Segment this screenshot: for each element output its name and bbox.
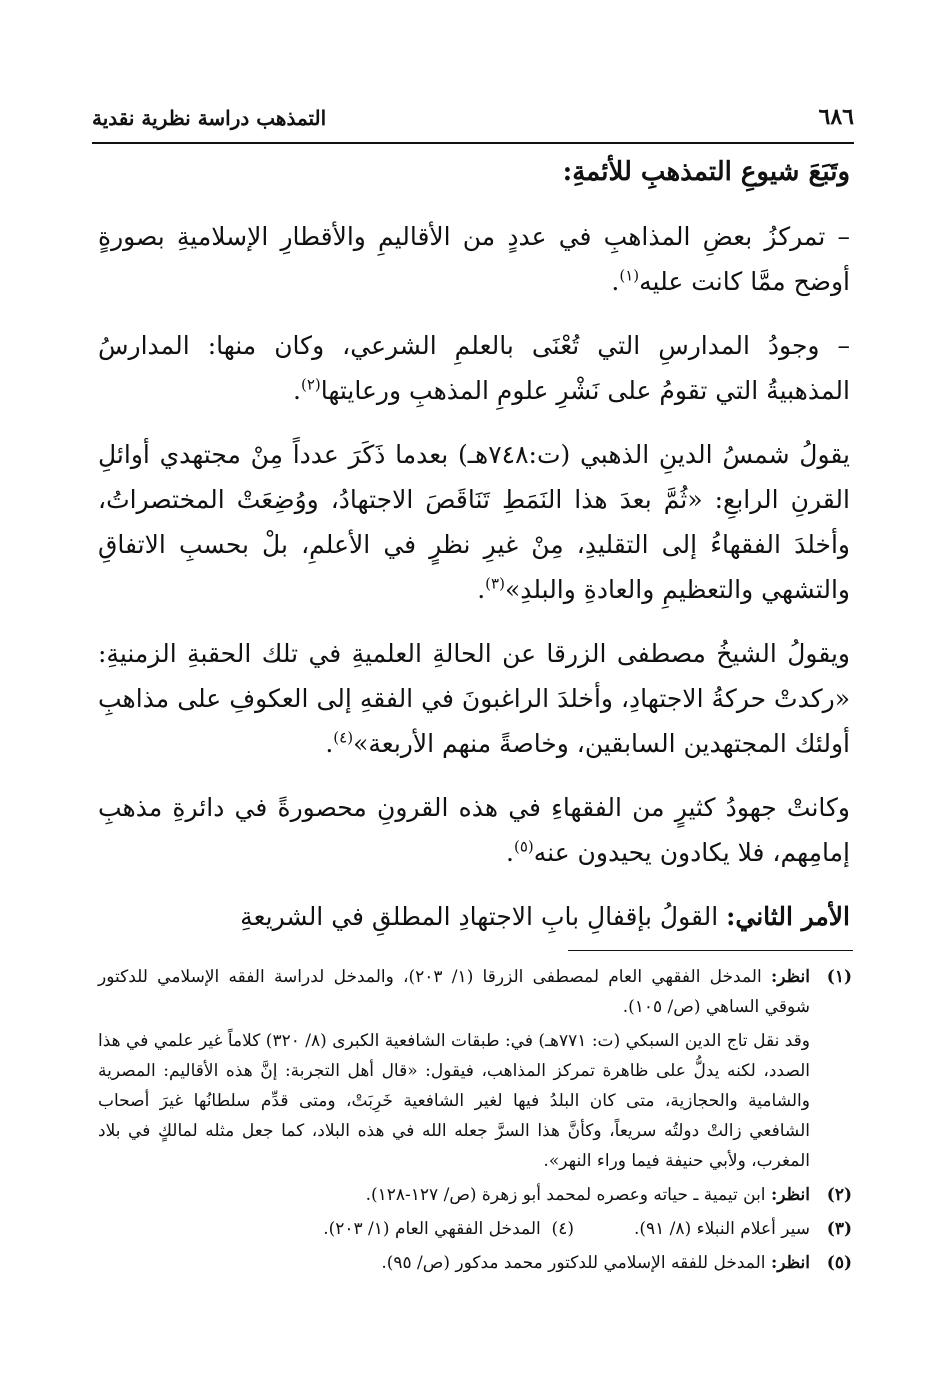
footnote-4: (٤) المدخل الفقهي العام (١/ ٢٠٣). xyxy=(323,1219,574,1239)
footnote-ref-5: (٥) xyxy=(513,837,534,856)
footnote-ref-2: (٢) xyxy=(300,375,321,394)
page-number: ٦٨٦ xyxy=(818,104,854,130)
footnotes xyxy=(98,962,852,1282)
paragraph-3: يقولُ شمسُ الدينِ الذهبي (ت:٧٤٨هـ) بعدما ذَكَرَ عدداً مِنْ مجتهدي أوائلِ القرنِ الرابعِ: «ثُمَّ بعدَ هذا النَمَطِ تَنَاقَصَ الاجتهادُ، ووُضِعَتْ المختصراتُ، وأخلدَ الفقهاءُ إلى التقليدِ، مِنْ غيرِ نظرٍ في الأعلمِ، بلْ بحسبِ الاتفاقِ والتشهي والتعظيمِ والعادةِ والبلدِ»$^{(٣)}$. xyxy=(98,440,850,604)
footnote-2: (٢) انظر: ابن تيمية ـ حياته وعصره لمحمد أبو زهرة (ص/ ١٢٧-١٢٨). xyxy=(365,1185,852,1205)
footnote-1-continued: وقد نقل تاج الدين السبكي (ت: ٧٧١هـ) في: طبقات الشافعية الكبرى (٨/ ٣٢٠) كلاماً غير علمي في هذا الصدد، لكنه يدلُّ على ظاهرة تمركز المذاهب، فيقول: «قال أهل التجربة: إنَّ هذه الأقاليم: المصرية والشامية والحجازية، متى كان البلدُ فيها لغير الشافعية خَرِبَتْ، ومتى قدِّم سلطانُها غيرَ أصحاب الشافعي زالتْ دولتُه سريعاً، وكأنَّ هذا السرَّ جعله الله في هذه البلاد، كما جعل مثله لمالكٍ في بلاد المغرب، ولأبي حنيفة فيما وراء النهر». xyxy=(98,1031,811,1171)
footnote-3-4-row: (٣) سير أعلام النبلاء (٨/ ٩١). (٤) المدخل الفقهي العام (١/ ٢٠٣). xyxy=(98,1214,852,1244)
footnote-1: (١) انظر: المدخل الفقهي العام لمصطفى الزرقا (١/ ٢٠٣)، والمدخل لدراسة الفقه الإسلامي للدكتور شوقي الساهي (ص/ ١٠٥). xyxy=(98,967,852,1017)
paragraph-6: الأمر الثاني: القولُ بإقفالِ بابِ الاجتهادِ المطلقِ في الشريعةِ xyxy=(240,902,850,931)
footnote-ref-1: (١) xyxy=(619,266,640,285)
main-text xyxy=(98,150,850,958)
paragraph-5: وكانتْ جهودُ كثيرٍ من الفقهاءِ في هذه القرونِ محصورةً في دائرةِ مذهبِ إمامِهم، فلا يكادون يحيدون عنه$^{(٥)}$. xyxy=(98,793,850,867)
footnote-ref-3: (٣) xyxy=(485,574,505,593)
section-heading: وتَبَعَ شيوعِ التمذهبِ للأئمةِ: xyxy=(562,157,850,187)
running-title: التمذهب دراسة نظرية نقدية xyxy=(92,106,327,130)
footnote-ref-4: (٤) xyxy=(333,728,354,747)
page-header xyxy=(92,100,854,144)
paragraph-4: ويقولُ الشيخُ مصطفى الزرقا عن الحالةِ العلميةِ في تلك الحقبةِ الزمنيةِ: «ركدتْ حركةُ الاجتهادِ، وأخلدَ الراغبونَ في الفقهِ إلى العكوفِ على مذاهبِ أولئك المجتهدين السابقين، وخاصةً منهم الأربعة»$^{(٤)}$. xyxy=(98,639,850,758)
paragraph-2: – وجودُ المدارسِ التي تُعْنَى بالعلمِ الشرعي، وكان منها: المدارسُ المذهبيةُ التي تقومُ على نَشْرِ علومِ المذهبِ ورعايتها$^{(٢)}$. xyxy=(98,331,850,405)
footnote-separator xyxy=(568,950,853,951)
paragraph-1: – تمركزُ بعضِ المذاهبِ في عددٍ من الأقاليمِ والأقطارِ الإسلاميةِ بصورةٍ أوضح ممَّا كانت عليه$^{(١)}$. xyxy=(98,222,850,296)
footnote-3: سير أعلام النبلاء (٨/ ٩١). xyxy=(633,1219,810,1239)
second-matter-label: الأمر الثاني: xyxy=(726,902,850,931)
footnote-5: (٥) انظر: المدخل للفقه الإسلامي للدكتور محمد مدكور (ص/ ٩٥). xyxy=(381,1253,852,1273)
